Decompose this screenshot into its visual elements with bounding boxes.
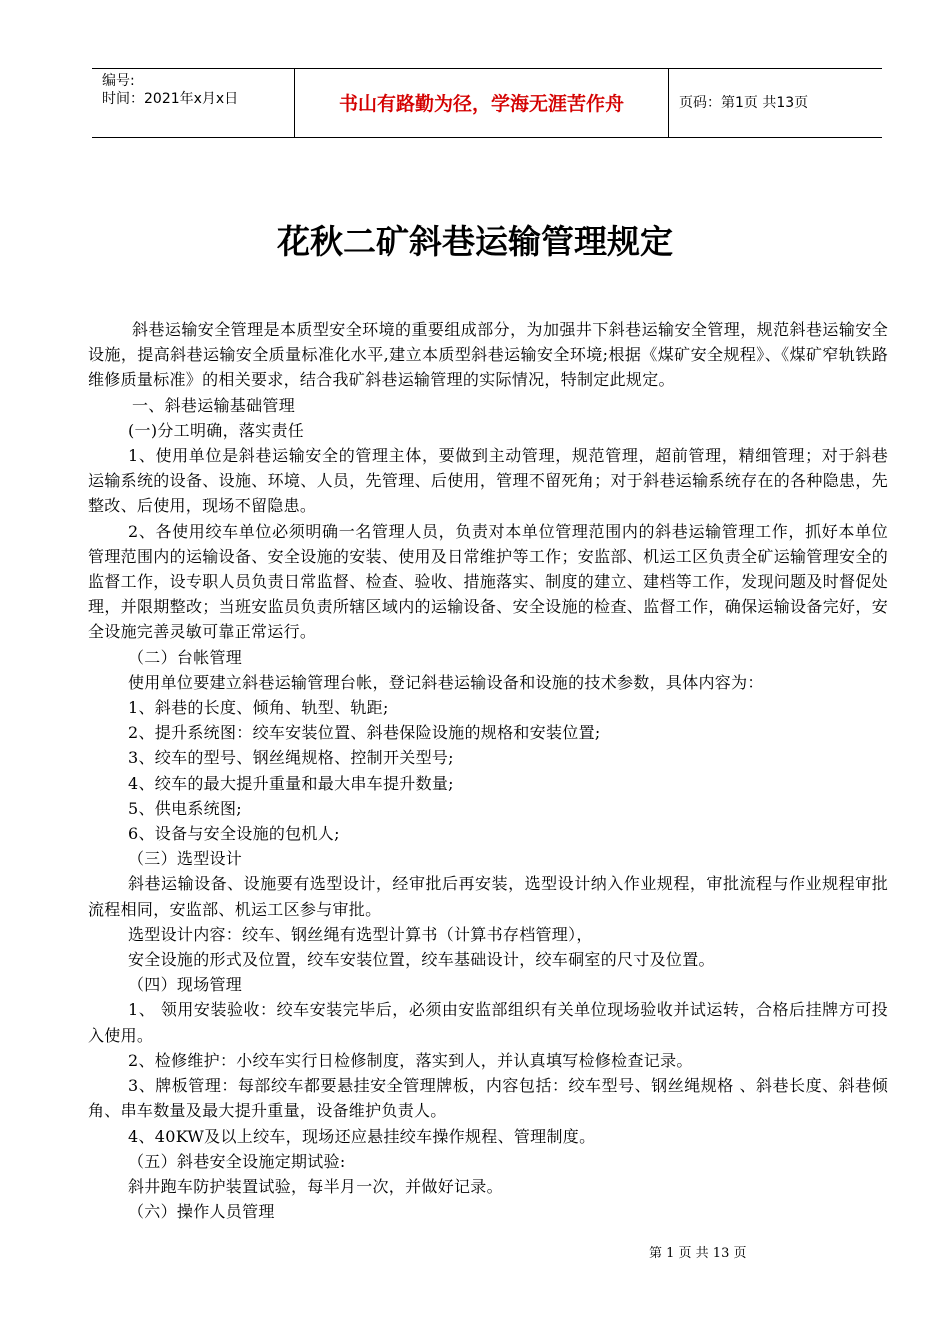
paragraph: 斜井跑车防护装置试验，每半月一次，并做好记录。: [128, 1176, 503, 1196]
list-item: 3、绞车的型号、钢丝绳规格、控制开关型号;: [128, 748, 454, 768]
document-body: [88, 317, 888, 1224]
list-item: 2、提升系统图：绞车安装位置、斜巷保险设施的规格和安装位置;: [128, 723, 601, 743]
paragraph: 1、 领用安装验收：绞车安装完毕后，必须由安监部组织有关单位现场验收并试运转，合格后挂牌方可投入使用。: [88, 1000, 888, 1045]
header-page-cell: [669, 69, 882, 137]
paragraph: 2、检修维护：小绞车实行日检修制度，落实到人，并认真填写检修检查记录。: [128, 1050, 693, 1070]
header-motto-cell: [295, 69, 669, 137]
time-label: 时间：2021年x月x日: [102, 91, 239, 107]
paragraph: 1、使用单位是斜巷运输安全的管理主体，要做到主动管理，规范管理，超前管理，精细管理；对于斜巷运输系统的设备、设施、环境、人员，先管理、后使用，管理不留死角；对于斜巷运输系统存在的各种隐患，先整改、后使用，现场不留隐患。: [88, 446, 888, 516]
list-item: 5、供电系统图;: [128, 798, 242, 818]
list-item: 4、绞车的最大提升重量和最大串车提升数量;: [128, 773, 454, 793]
subsection-heading: (一)分工明确，落实责任: [128, 420, 305, 440]
list-item: 1、斜巷的长度、倾角、轨型、轨距;: [128, 698, 389, 718]
motto: 书山有路勤为径，学海无涯苦作舟: [338, 93, 624, 115]
subsection-heading: （三）选型设计: [128, 849, 243, 869]
section-heading: 一、斜巷运输基础管理: [132, 395, 296, 415]
paragraph: 斜巷运输设备、设施要有选型设计，经审批后再安装，选型设计纳入作业规程，审批流程与作业规程审批流程相同，安监部、机运工区参与审批。: [88, 874, 888, 919]
subsection-heading: （五）斜巷安全设施定期试验:: [128, 1151, 346, 1171]
number-label: 编号:: [102, 73, 135, 89]
page-footer: 第 1 页 共 13 页: [649, 1246, 747, 1261]
subsection-heading: （六）操作人员管理: [128, 1202, 275, 1222]
subsection-heading: （四）现场管理: [128, 975, 243, 995]
paragraph: 2、各使用绞车单位必须明确一名管理人员，负责对本单位管理范围内的斜巷运输管理工作，抓好本单位管理范围内的运输设备、安全设施的安装、使用及日常维护等工作；安监部、机运工区负责全矿运输管理安全的监督工作，设专职人员负责日常监督、检查、验收、措施落实、制度的建立、建档等工作，发现问题及时督促处理，并限期整改；当班安监员负责所辖区域内的运输设备、安全设施的检查、监督工作，确保运输设备完好，安全设施完善灵敏可靠正常运行。: [88, 521, 888, 642]
paragraph: 安全设施的形式及位置，绞车安装位置，绞车基础设计，绞车硐室的尺寸及位置。: [128, 950, 715, 970]
paragraph: 使用单位要建立斜巷运输管理台帐，登记斜巷运输设备和设施的技术参数，具体内容为：: [128, 672, 764, 692]
page-info: 页码：第1页 共13页: [679, 95, 809, 111]
paragraph: 3、牌板管理：每部绞车都要悬挂安全管理牌板，内容包括：绞车型号、钢丝绳规格 、斜巷长度、斜巷倾角、串车数量及最大提升重量，设备维护负责人。: [88, 1076, 888, 1121]
list-item: 6、设备与安全设施的包机人;: [128, 824, 340, 844]
subsection-heading: （二）台帐管理: [128, 647, 243, 667]
header-table: [92, 68, 882, 138]
paragraph: 4、40KW及以上绞车，现场还应悬挂绞车操作规程、管理制度。: [128, 1126, 596, 1146]
paragraph: 选型设计内容：绞车、钢丝绳有选型计算书（计算书存档管理），: [128, 924, 593, 944]
paragraph: 斜巷运输安全管理是本质型安全环境的重要组成部分，为加强井下斜巷运输安全管理，规范斜巷运输安全设施，提高斜巷运输安全质量标准化水平,建立本质型斜巷运输安全环境;根据《煤矿安全规程》、《煤矿窄轨铁路维修质量标准》的相关要求，结合我矿斜巷运输管理的实际情况，特制定此规定。: [88, 320, 888, 390]
document-title: 花秋二矿斜巷运输管理规定: [277, 222, 673, 261]
header-meta-cell: [92, 69, 295, 137]
